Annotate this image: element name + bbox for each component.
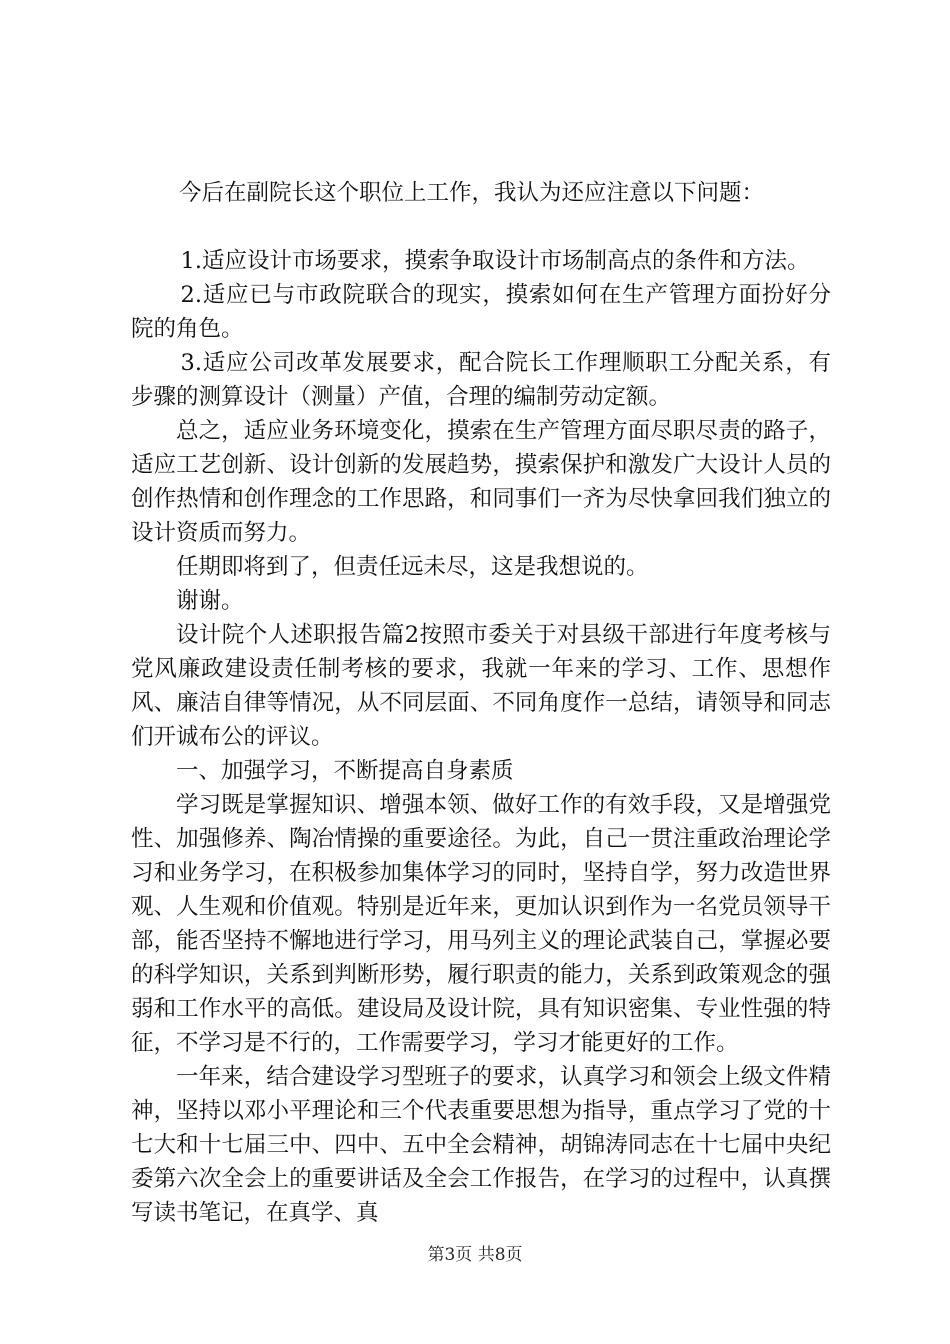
paragraph-summary: 总之，适应业务环境变化，摸索在生产管理方面尽职尽责的路子，适应工艺创新、设计创新的发展趋势，摸索保护和激发广大设计人员的创作热情和创作理念的工作思路，和同事们一齐为尽快拿回我们独立的设计资质而努力。 (131, 418, 831, 546)
paragraph-report-intro: 设计院个人述职报告篇2按照市委关于对县级干部进行年度考核与党风廉政建设责任制考核的要求，我就一年来的学习、工作、思想作风、廉洁自律等情况，从不同层面、不同角度作一总结，请领导和同志们开诚布公的评议。 (131, 622, 831, 750)
document-body (131, 176, 831, 1230)
paragraph-thanks: 谢谢。 (176, 588, 244, 614)
paragraph-closing: 任期即将到了，但责任远未尽，这是我想说的。 (176, 554, 649, 580)
section-heading: 一、加强学习，不断提高自身素质 (176, 758, 514, 784)
paragraph-item-2: 2.适应已与市政院联合的现实，摸索如何在生产管理方面扮好分院的角色。 (131, 282, 831, 342)
paragraph-study: 学习既是掌握知识、增强本领、做好工作的有效手段，又是增强党性、加强修养、陶冶情操的重要途径。为此，自己一贯注重政治理论学习和业务学习，在积极参加集体学习的同时，坚持自学，努力改造世界观、人生观和价值观。特别是近年来，更加认识到作为一名党员领导干部，能否坚持不懈地进行学习，用马列主义的理论武装自己，掌握必要的科学知识，关系到判断形势，履行职责的能力，关系到政策观念的强弱和工作水平的高低。建设局及设计院，具有知识密集、专业性强的特征，不学习是不行的，工作需要学习，学习才能更好的工作。 (131, 792, 831, 1056)
intro-line: 今后在副院长这个职位上工作，我认为还应注意以下问题： (179, 180, 765, 206)
page-footer: 第3页 共8页 (427, 1245, 523, 1265)
paragraph-item-1: 1.适应设计市场要求，摸索争取设计市场制高点的条件和方法。 (180, 248, 810, 274)
paragraph-item-3: 3.适应公司改革发展要求，配合院长工作理顺职工分配关系，有步骤的测算设计（测量）产值，合理的编制劳动定额。 (131, 350, 831, 410)
paragraph-year: 一年来，结合建设学习型班子的要求，认真学习和领会上级文件精神，坚持以邓小平理论和三个代表重要思想为指导，重点学习了党的十七大和十七届三中、四中、五中全会精神，胡锦涛同志在十七届中央纪委第六次全会上的重要讲话及全会工作报告，在学习的过程中，认真撰写读书笔记，在真学、真 (131, 1064, 831, 1226)
